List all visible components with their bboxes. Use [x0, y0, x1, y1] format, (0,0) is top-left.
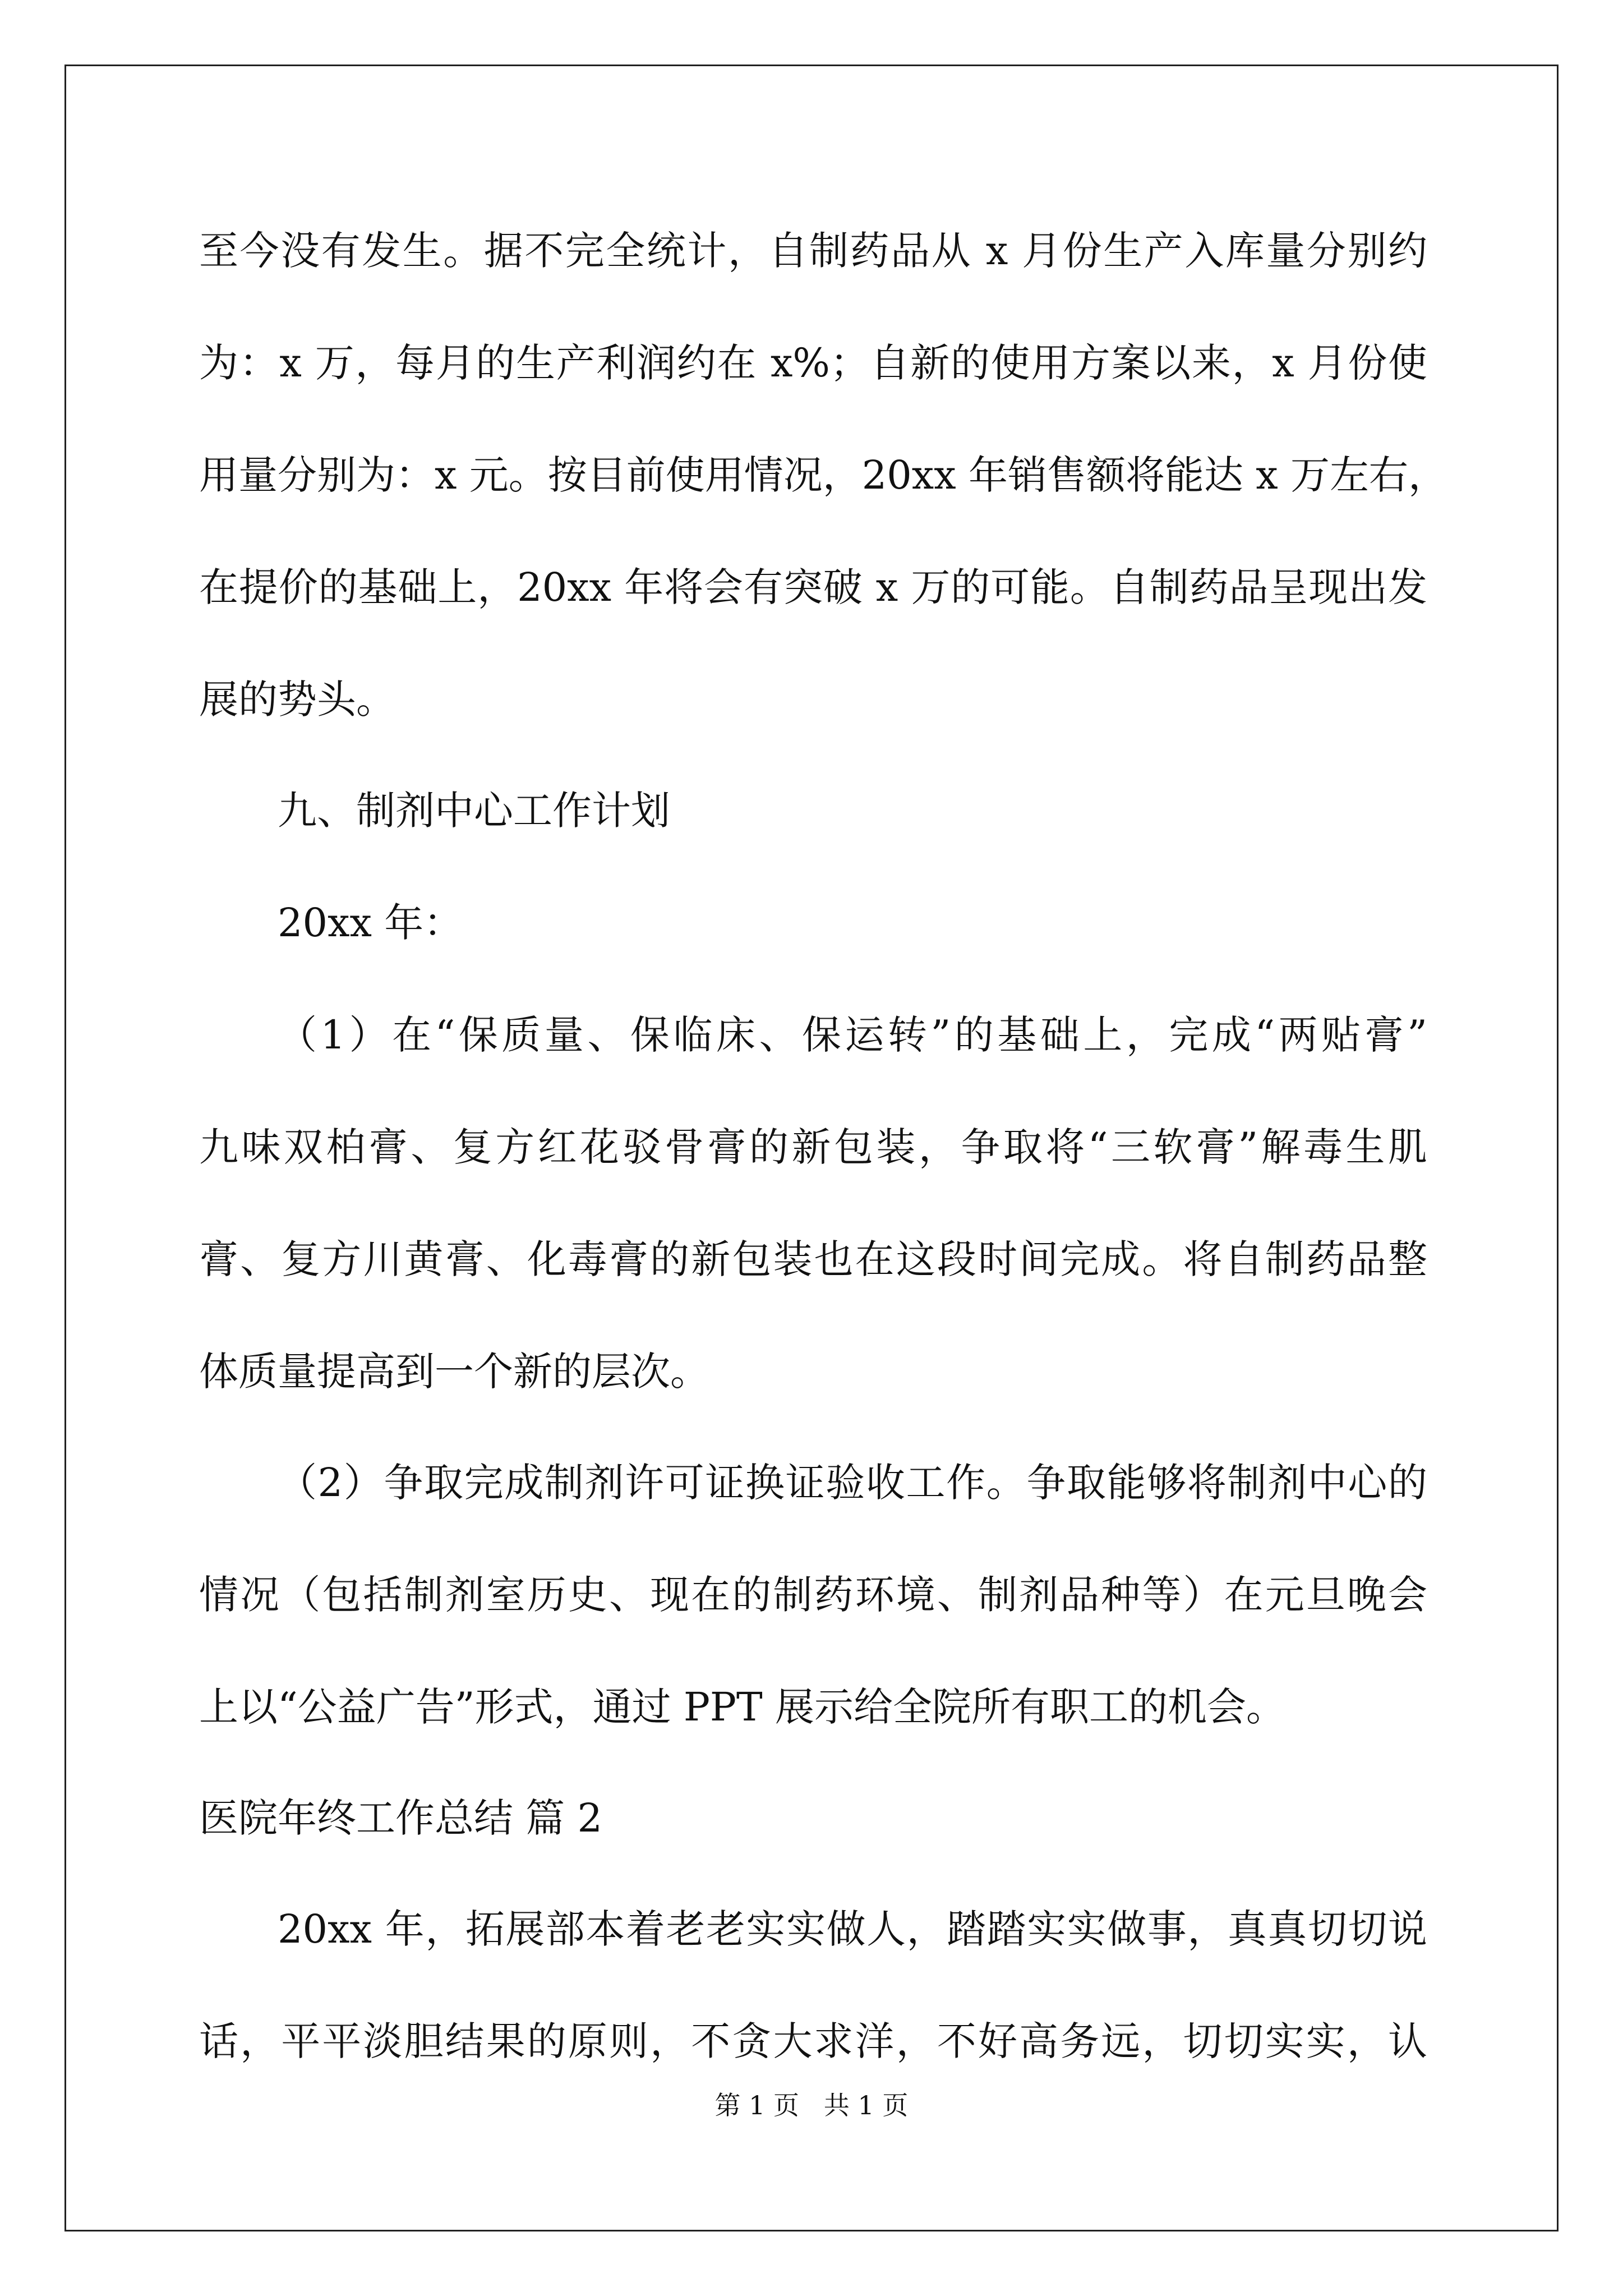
section-heading: 九、制剂中心工作计划 [278, 788, 670, 834]
paragraph-line: 上以“公益广告”形式，通过 PPT 展示给全院所有职工的机会。 [199, 1684, 1285, 1730]
page-number-footer: 第 1 页 共 1 页 [714, 2090, 909, 2120]
paragraph-line: 展的势头。 [199, 677, 395, 723]
year-subheading: 20xx 年： [278, 900, 463, 946]
paragraph-line: 体质量提高到一个新的层次。 [199, 1349, 709, 1395]
paragraph-line: 在提价的基础上，20xx 年将会有突破 x 万的可能。自制药品呈现出发 [199, 564, 1427, 610]
paragraph-line: 膏、复方川黄膏、化毒膏的新包装也在这段时间完成。将自制药品整 [199, 1236, 1427, 1282]
paragraph-line: （1）在“保质量、保临床、保运转”的基础上，完成“两贴膏” [278, 1012, 1427, 1058]
paragraph-line: 20xx 年，拓展部本着老老实实做人，踏踏实实做事，真真切切说 [278, 1906, 1427, 1952]
paragraph-line: （2）争取完成制剂许可证换证验收工作。争取能够将制剂中心的 [278, 1460, 1427, 1506]
paragraph-line: 为：x 万，每月的生产利润约在 x%；自新的使用方案以来，x 月份使 [199, 340, 1427, 386]
paragraph-line: 至今没有发生。据不完全统计，自制药品从 x 月份生产入库量分别约 [199, 228, 1427, 274]
paragraph-line: 话，平平淡胆结果的原则，不贪大求洋，不好高务远，切切实实，认 [199, 2018, 1427, 2064]
article-title: 医院年终工作总结 篇 2 [199, 1795, 603, 1841]
paragraph-line: 用量分别为：x 元。按目前使用情况，20xx 年销售额将能达 x 万左右， [199, 452, 1447, 498]
paragraph-line: 九味双柏膏、复方红花驳骨膏的新包装，争取将“三软膏”解毒生肌 [199, 1124, 1427, 1170]
paragraph-line: 情况（包括制剂室历史、现在的制药环境、制剂品种等）在元旦晚会 [199, 1572, 1427, 1618]
